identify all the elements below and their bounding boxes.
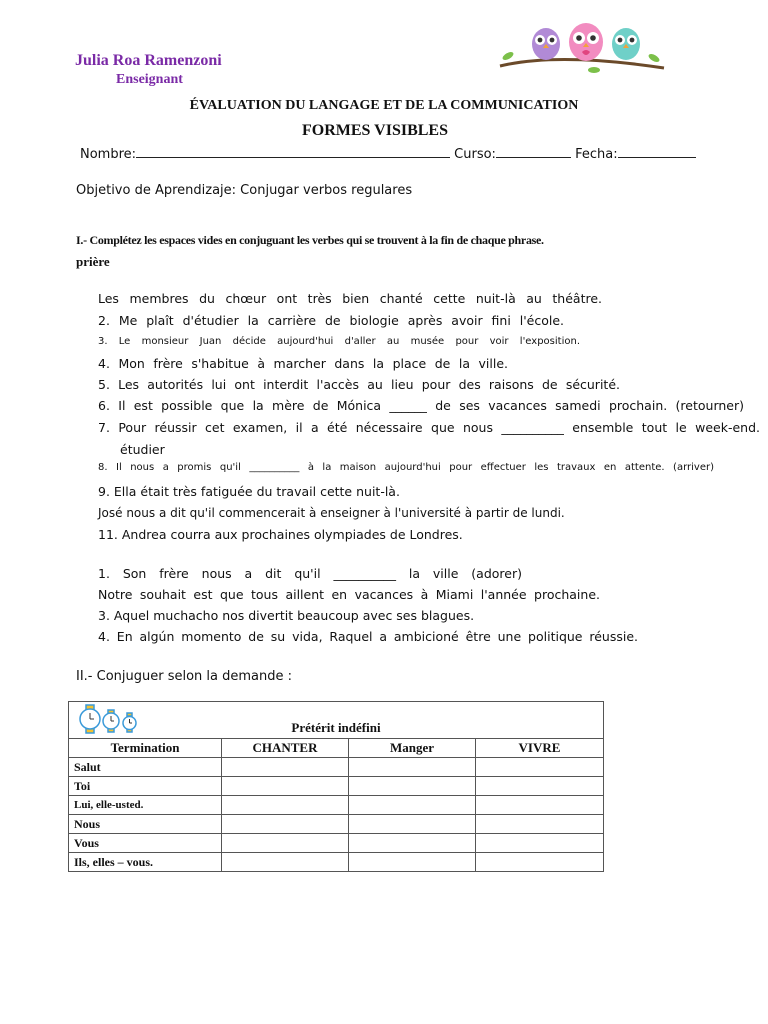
answer-cell[interactable] <box>476 834 604 853</box>
row-label: Lui, elle-usted. <box>69 796 222 815</box>
exercise-item: 9. Ella était très fatiguée du travail cette nuit-là. <box>98 484 400 499</box>
column-header: Manger <box>349 739 476 758</box>
section1-instruction: I.- Complétez les espaces vides en conjuguant les verbes qui se trouvent à la fin de chaque phrase. <box>76 233 544 247</box>
nombre-label: Nombre: <box>80 147 137 162</box>
answer-cell[interactable] <box>476 777 604 796</box>
answer-cell[interactable] <box>222 758 349 777</box>
answer-cell[interactable] <box>349 815 476 834</box>
exercise-item: 2. Me plaît d'étudier la carrière de biologie après avoir fini l'école. <box>98 313 564 328</box>
table-caption: Prétérit indéfini <box>291 720 381 735</box>
table-row <box>69 777 604 796</box>
curso-label: Curso: <box>454 147 496 162</box>
exercise-item: 3. Aquel muchacho nos divertit beaucoup avec ses blagues. <box>98 608 475 623</box>
answer-cell[interactable] <box>222 834 349 853</box>
row-label: Vous <box>69 834 222 853</box>
column-header: VIVRE <box>476 739 604 758</box>
answer-cell[interactable] <box>222 815 349 834</box>
learning-objective: Objetivo de Aprendizaje: Conjugar verbos regulares <box>76 183 413 198</box>
table-row <box>69 853 604 872</box>
answer-cell[interactable] <box>349 758 476 777</box>
curso-field[interactable] <box>496 145 571 158</box>
column-header: Termination <box>69 739 222 758</box>
answer-cell[interactable] <box>349 834 476 853</box>
answer-cell[interactable] <box>349 853 476 872</box>
exercise-item: 3. Le monsieur Juan décide aujourd'hui d'aller au musée pour voir l'exposition. <box>98 336 580 347</box>
table-row <box>69 758 604 777</box>
answer-cell[interactable] <box>476 853 604 872</box>
answer-cell[interactable] <box>476 815 604 834</box>
answer-cell[interactable] <box>222 777 349 796</box>
answer-cell[interactable] <box>349 796 476 815</box>
answer-cell[interactable] <box>222 796 349 815</box>
table-row <box>69 796 604 815</box>
row-label: Toi <box>69 777 222 796</box>
answer-cell[interactable] <box>476 758 604 777</box>
author-name: Julia Roa Ramenzoni <box>75 52 222 69</box>
nombre-field[interactable] <box>136 145 450 158</box>
table-caption-cell <box>69 702 604 739</box>
answer-cell[interactable] <box>476 796 604 815</box>
row-label: Salut <box>69 758 222 777</box>
exercise-item: 4. En algún momento de su vida, Raquel a ambicioné être une politique réussie. <box>98 629 638 644</box>
exercise-item: José nous a dit qu'il commencerait à enseigner à l'université à partir de lundi. <box>98 506 565 520</box>
fecha-label: Fecha: <box>575 147 618 162</box>
row-label: Ils, elles – vous. <box>69 853 222 872</box>
exercise-item: Notre souhait est que tous aillent en vacances à Miami l'année prochaine. <box>98 587 600 602</box>
fecha-field[interactable] <box>618 145 696 158</box>
answer-cell[interactable] <box>222 853 349 872</box>
exercise-item: 8. Il nous a promis qu'il __________ à la maison aujourd'hui pour effectuer les travaux en attente. (arriver) <box>98 462 714 473</box>
owls-on-branch-icon <box>498 22 666 78</box>
section2-title: II.- Conjuguer selon la demande : <box>76 669 293 684</box>
document-title: ÉVALUATION DU LANGAGE ET DE LA COMMUNICATION <box>189 98 579 113</box>
document-subtitle: FORMES VISIBLES <box>302 122 448 139</box>
exercise-item: 1. Son frère nous a dit qu'il __________ la ville (adorer) <box>98 566 522 581</box>
exercise-item: 4. Mon frère s'habitue à marcher dans la place de la ville. <box>98 356 508 371</box>
answer-cell[interactable] <box>349 777 476 796</box>
section1-sub: prière <box>76 254 110 269</box>
exercise-item: 5. Les autorités lui ont interdit l'accès au lieu pour des raisons de sécurité. <box>98 377 620 392</box>
exercise-item: 6. Il est possible que la mère de Mónica ______ de ses vacances samedi prochain. (retourner) <box>98 398 744 413</box>
conjugation-table <box>68 701 604 872</box>
table-row <box>69 834 604 853</box>
exercise-item: Les membres du chœur ont très bien chanté cette nuit-là au théâtre. <box>98 291 602 306</box>
table-row <box>69 815 604 834</box>
exercise-item: 7. Pour réussir cet examen, il a été nécessaire que nous __________ ensemble tout le week-end. <box>98 420 760 435</box>
form-fields <box>80 145 696 162</box>
row-label: Nous <box>69 815 222 834</box>
exercise-item-verb: étudier <box>120 442 165 457</box>
author-role: Enseignant <box>116 72 183 87</box>
column-header: CHANTER <box>222 739 349 758</box>
exercise-item: 11. Andrea courra aux prochaines olympiades de Londres. <box>98 527 463 542</box>
